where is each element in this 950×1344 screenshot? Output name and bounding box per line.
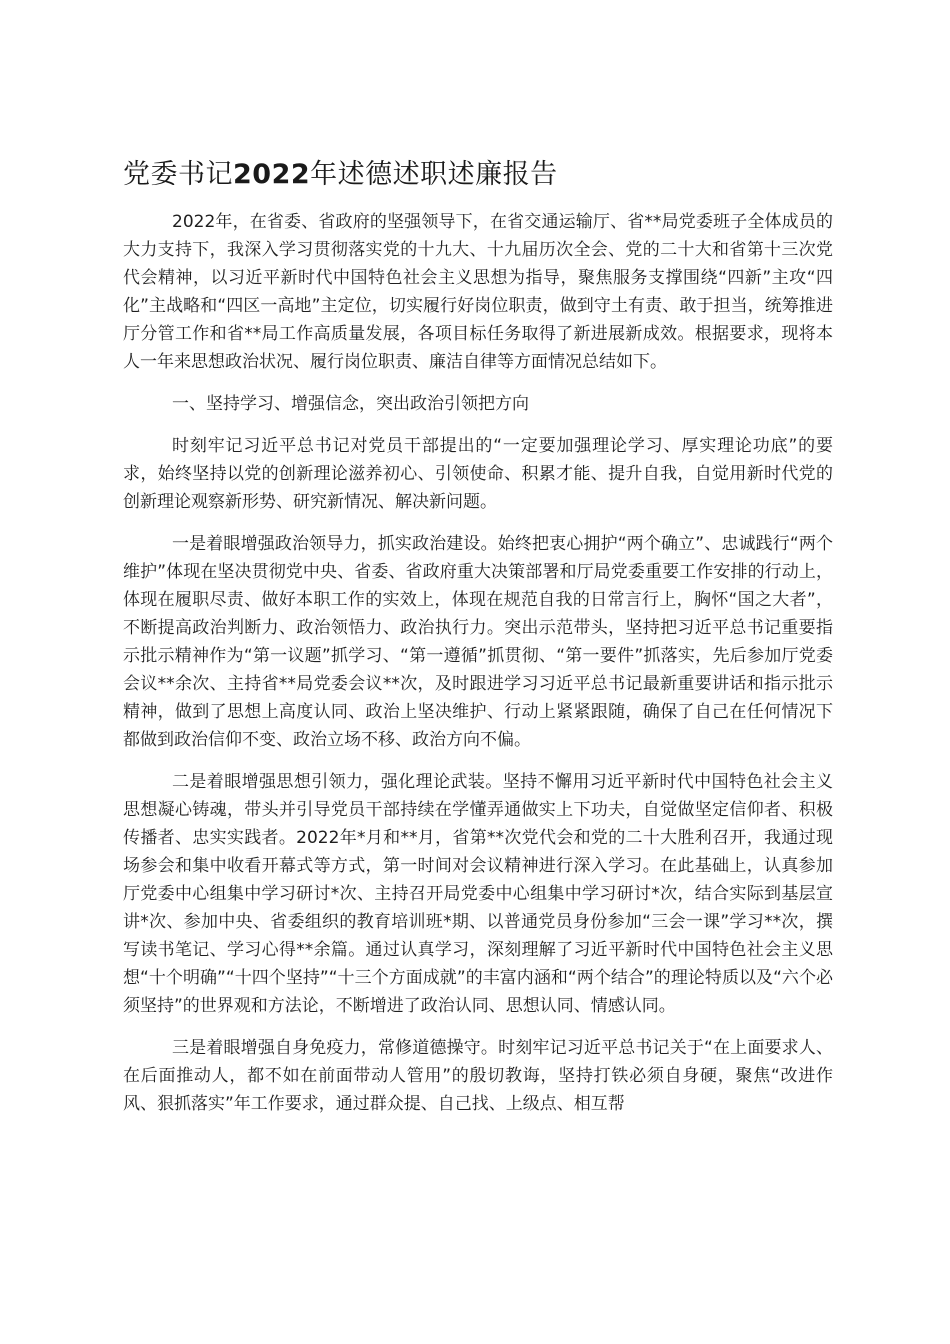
document-title [123,152,558,191]
title-year: 2022 [233,159,311,190]
point-2-paragraph: 二是着眼增强思想引领力，强化理论武装。坚持不懈用习近平新时代中国特色社会主义思想凝心铸魂，带头并引导党员干部持续在学懂弄通做实上下功夫，自觉做坚定信仰者、积极传播者、忠实实践者。2022年*月和**月，省第**次党代会和党的二十大胜利召开，我通过现场参会和集中收看开幕式等方式，第一时间对会议精神进行深入学习。在此基础上，认真参加厅党委中心组集中学习研讨*次、主持召开局党委中心组集中学习研讨*次，结合实际到基层宣讲*次、参加中央、省委组织的教育培训班*期、以普通党员身份参加“三会一课”学习**次，撰写读书笔记、学习心得**余篇。通过认真学习，深刻理解了习近平新时代中国特色社会主义思想“十个明确”“十四个坚持”“十三个方面成就”的丰富内涵和“两个结合”的理论特质以及“六个必须坚持”的世界观和方法论，不断增进了政治认同、思想认同、情感认同。 [123,772,833,1016]
section-1-intro-paragraph: 时刻牢记习近平总书记对党员干部提出的“一定要加强理论学习、厚实理论功底”的要求，始终坚持以党的创新理论滋养初心、引领使命、积累才能、提升自我，自觉用新时代党的创新理论观察新形势、研究新情况、解决新问题。 [123,436,833,512]
section-heading-1: 一、坚持学习、增强信念，突出政治引领把方向 [172,394,529,414]
title-suffix: 年述德述职述廉报告 [310,159,558,190]
document-body [123,208,833,1132]
title-prefix: 党委书记 [123,159,233,190]
intro-paragraph: 2022年，在省委、省政府的坚强领导下，在省交通运输厅、省**局党委班子全体成员的大力支持下，我深入学习贯彻落实党的十九大、十九届历次全会、党的二十大和省第十三次党代会精神，以习近平新时代中国特色社会主义思想为指导，聚焦服务支撑围绕“四新”主攻“四化”主战略和“四区一高地”主定位，切实履行好岗位职责，做到守土有责、敢于担当，统筹推进厅分管工作和省**局工作高质量发展，各项目标任务取得了新进展新成效。根据要求，现将本人一年来思想政治状况、履行岗位职责、廉洁自律等方面情况总结如下。 [123,212,833,372]
point-1-paragraph: 一是着眼增强政治领导力，抓实政治建设。始终把衷心拥护“两个确立”、忠诚践行“两个维护”体现在坚决贯彻党中央、省委、省政府重大决策部署和厅局党委重要工作安排的行动上，体现在履职尽责、做好本职工作的实效上，体现在规范自我的日常言行上，胸怀“国之大者”，不断提高政治判断力、政治领悟力、政治执行力。突出示范带头，坚持把习近平总书记重要指示批示精神作为“第一议题”抓学习、“第一遵循”抓贯彻、“第一要件”抓落实，先后参加厅党委会议**余次、主持省**局党委会议**次，及时跟进学习习近平总书记最新重要讲话和指示批示精神，做到了思想上高度认同、政治上坚决维护、行动上紧紧跟随，确保了自己在任何情况下都做到政治信仰不变、政治立场不移、政治方向不偏。 [123,534,833,750]
point-3-paragraph: 三是着眼增强自身免疫力，常修道德操守。时刻牢记习近平总书记关于“在上面要求人、在后面推动人，都不如在前面带动人管用”的殷切教诲，坚持打铁必须自身硬，聚焦“改进作风、狠抓落实”年工作要求，通过群众提、自己找、上级点、相互帮 [123,1038,833,1114]
